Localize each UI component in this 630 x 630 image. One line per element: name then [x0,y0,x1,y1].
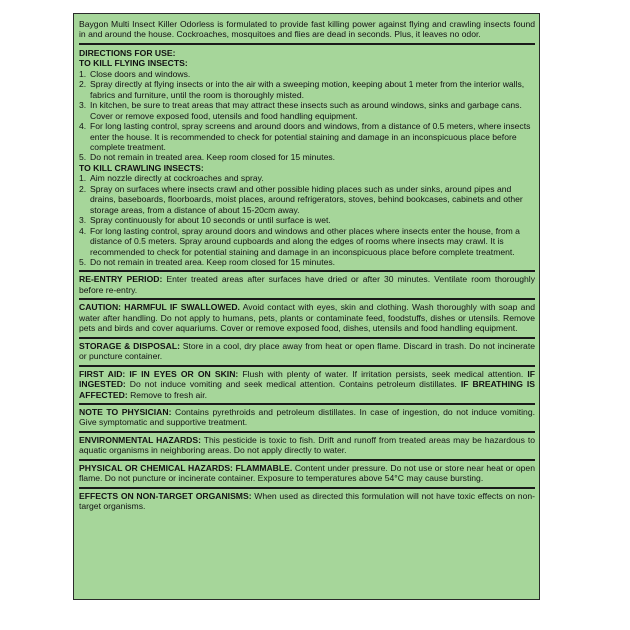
non-target-section [79,489,535,515]
list-item: 4. For long lasting control, spray around doors and windows and other places where insects enter the house, from a distance of 0.5 meters. Spray around cupboards and along the edges of rooms where insects may crawl. It is recommended to check for potential staining and damage in an inconspicuous place before complete treatment. [79,225,520,257]
flying-steps-list [79,69,535,163]
physical-hazards-section [79,461,535,489]
first-aid-ingested-heading: IF INGESTED: [79,368,535,390]
reentry-section [79,272,535,300]
physician-text: Contains pyrethroids and petroleum distillates. In case of ingestion, do not induce vomiting. Give symptomatic and supportive treatment. [79,406,535,428]
list-item: 3. In kitchen, be sure to treat areas that may attract these insects such as around windows, sinks and garbage cans. Cover or remove exposed food, utensils and food handling equipment. [79,100,522,121]
list-item: 2. Spray directly at flying insects or into the air with a sweeping motion, keeping about 1 meter from the interior walls, fabrics and furniture, until the room is thoroughly misted. [79,79,525,100]
non-target-heading: EFFECTS ON NON-TARGET ORGANISMS: [79,490,252,501]
first-aid-breathing-heading: IF BREATHING IS AFFECTED: [79,379,535,400]
physician-heading: NOTE TO PHYSICIAN: [79,406,172,417]
environmental-heading: ENVIRONMENTAL HAZARDS: [79,434,201,445]
first-aid-section [79,367,535,405]
list-item: 1. Aim nozzle directly at cockroaches and spray. [79,173,264,184]
reentry-text: Enter treated areas after surfaces have dried or after 30 minutes. Ventilate room thoroughly before re-entry. [79,274,535,295]
list-item: 2. Spray on surfaces where insects crawl and other possible hiding places such as under sinks, around pipes and drains, baseboards, floorboards, moist places, around refrigerators, stoves, behind bookcases, cabinets and other storage areas, from a distance of about 15-20cm away. [79,183,523,215]
caution-text: Avoid contact with eyes, skin and clothing. Wash thoroughly with soap and water after handling. Do not apply to humans, pets, plants or contaminate feed, foodstuffs, dishes or utensils. Remove pets and birds and cover aquariums. Cover or remove exposed food, dishes, utensils and food handling equipment. [79,302,535,334]
intro-section [79,17,535,45]
storage-section [79,339,535,367]
storage-text: Store in a cool, dry place away from heat or open flame. Discard in trash. Do not incinerate or puncture container. [79,340,535,362]
list-item: 5. Do not remain in treated area. Keep room closed for 15 minutes. [79,152,336,163]
product-label-panel [73,13,540,600]
storage-heading: STORAGE & DISPOSAL: [79,340,180,351]
first-aid-eyes-heading: FIRST AID: IF IN EYES OR ON SKIN: [79,368,239,379]
flying-insects-heading: TO KILL FLYING INSECTS: [79,58,188,69]
physical-hazards-heading: PHYSICAL OR CHEMICAL HAZARDS: FLAMMABLE. [79,462,293,473]
intro-text: Baygon Multi Insect Killer Odorless is formulated to provide fast killing power against flying and crawling insects found in and around the house. Cockroaches, mosquitoes and flies are dead in seconds. Plus, it leaves no odor. [79,19,535,40]
non-target-text: When used as directed this formulation will not have toxic effects on non-target organisms. [79,490,535,512]
crawling-insects-heading: TO KILL CRAWLING INSECTS: [79,162,204,173]
reentry-heading: RE-ENTRY PERIOD: [79,274,163,285]
directions-section [79,45,535,273]
caution-heading: CAUTION: HARMFUL IF SWALLOWED. [79,302,240,313]
physician-section [79,405,535,433]
list-item: 4. For long lasting control, spray screens and around doors and windows, from a distance of 0.5 meters, where insects enter the house. It is recommended to check for potential staining and damage in an inconspicuous place before complete treatment. [79,121,531,152]
list-item: 1. Close doors and windows. [79,68,191,79]
physical-hazards-text: Content under pressure. Do not use or store near heat or open flame. Do not puncture or incinerate container. Exposure to temperatures above 54°C may cause bursting. [79,462,535,484]
first-aid-ingested-text: Do not induce vomiting and seek medical attention. Contains petroleum distillates. [125,379,461,390]
directions-heading: DIRECTIONS FOR USE: [79,47,176,58]
list-item: 5. Do not remain in treated area. Keep room closed for 15 minutes. [79,256,336,267]
list-item: 3. Spray continuously for about 10 seconds or until surface is wet. [79,215,331,226]
caution-section [79,300,535,338]
environmental-text: This pesticide is toxic to fish. Drift and runoff from treated areas may be hazardous to aquatic organisms in neighboring areas. Do not apply directly to water. [79,434,535,456]
first-aid-breathing-text: Remove to fresh air. [127,389,207,400]
environmental-section [79,433,535,461]
crawling-steps-list [79,173,535,267]
first-aid-eyes-text: Flush with plenty of water. If irritation persists, seek medical attention. [238,368,528,379]
